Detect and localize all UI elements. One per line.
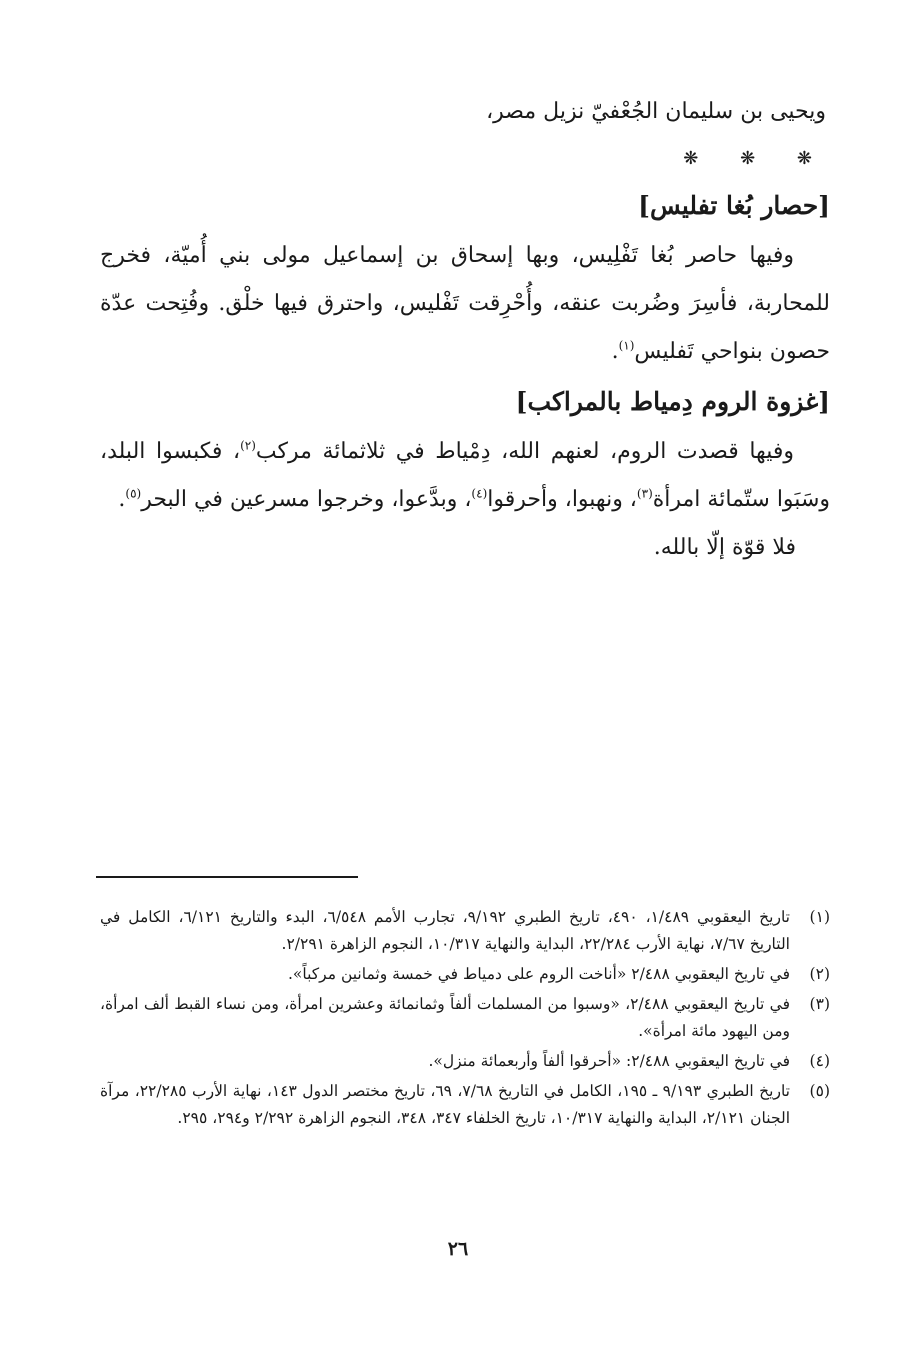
footnote-item	[100, 1078, 830, 1132]
paragraph-tiflis	[100, 232, 830, 376]
footnote-number: (٣)	[809, 995, 830, 1013]
footnote-number: (٤)	[809, 1052, 830, 1070]
paragraph-damietta-part3: ، ونهبوا، وأحرقوا	[487, 487, 637, 512]
paragraph-damietta-part4: ، وبدَّعوا، وخرجوا مسرعين في البحر	[141, 487, 472, 512]
main-text-block	[100, 88, 830, 572]
section-heading-tiflis: [حصار بُغا تفليس]	[638, 191, 830, 220]
footnote-item	[100, 904, 830, 958]
footnote-item	[100, 991, 830, 1045]
intro-line: ويحيى بن سليمان الجُعْفيّ نزيل مصر،	[486, 99, 826, 124]
paragraph-damietta-end: .	[118, 487, 126, 512]
footnote-item	[100, 1048, 830, 1075]
footnote-number: (١)	[809, 908, 830, 926]
section-heading-damietta: [غزوة الروم دِمياط بالمراكب]	[515, 387, 830, 416]
footnote-number: (٥)	[809, 1082, 830, 1100]
footnotes-section	[100, 904, 830, 1135]
footnote-text: في تاريخ اليعقوبي ٢/٤٨٨، «وسبوا من المسلمات ألفاً وثمانمائة وعشرين امرأة، ومن نساء القبط ألف امرأة، ومن اليهود مائة امرأة».	[100, 995, 791, 1040]
footnote-text: تاريخ اليعقوبي ١/٤٨٩، ٤٩٠، تاريخ الطبري ٩/١٩٢، تجارب الأمم ٦/٥٤٨، البدء والتاريخ ٦/١٢١، الكامل في التاريخ ٧/٦٧، نهاية الأرب ٢٢/٢٨٤، البداية والنهاية ١٠/٣١٧، النجوم الزاهرة ٢/٢٩١.	[100, 908, 790, 953]
paragraph-damietta	[100, 428, 830, 524]
closing-line: فلا قوّة إلّا بالله.	[653, 535, 796, 560]
paragraph-tiflis-end: .	[611, 339, 619, 364]
footnote-ref-5: (٥)	[125, 486, 142, 501]
footnote-text: في تاريخ اليعقوبي ٢/٤٨٨ «أناخت الروم على دمياط في خمسة وثمانين مركباً».	[287, 965, 790, 983]
footnote-ref-2: (٢)	[240, 438, 256, 453]
footnote-item	[100, 961, 830, 988]
footnote-ref-4: (٤)	[471, 486, 488, 501]
footnote-ref-3: (٣)	[636, 486, 653, 501]
page-number: ٢٦	[447, 1238, 469, 1260]
footnote-divider	[96, 876, 358, 878]
footnote-number: (٢)	[809, 965, 830, 983]
paragraph-tiflis-text: وفيها حاصر بُغا تَفْلِيس، وبها إسحاق بن إسماعيل مولى بني أُميّة، فخرج للمحاربة، فأسِرَ وضُربت عنقه، وأُحْرِقت تَفْليس، واحترق فيها خلْق. وفُتِحت عدّة حصون بنواحي تَفليس	[100, 243, 830, 364]
paragraph-damietta-part2: ، فكبسوا البلد، وسَبَوا ستّمائة امرأة	[100, 439, 830, 512]
footnote-text: تاريخ الطبري ٩/١٩٣ ـ ١٩٥، الكامل في التاريخ ٧/٦٨، ٦٩، تاريخ مختصر الدول ١٤٣، نهاية الأرب ٢٢/٢٨٥، مرآة الجنان ٢/١٢١، البداية والنهاية ١٠/٣١٧، تاريخ الخلفاء ٣٤٧، ٣٤٨، النجوم الزاهرة ٢/٢٩٢ و٢٩٤، ٢٩٥.	[100, 1082, 790, 1127]
asterism-separator: ❋ ❋ ❋	[683, 148, 830, 169]
footnote-text: في تاريخ اليعقوبي ٢/٤٨٨: «أحرقوا ألفاً وأربعمائة منزل».	[428, 1052, 790, 1070]
footnote-ref-1: (١)	[618, 338, 635, 353]
paragraph-damietta-part1: وفيها قصدت الروم، لعنهم الله، دِمْياط في ثلاثمائة مركب	[255, 439, 794, 464]
